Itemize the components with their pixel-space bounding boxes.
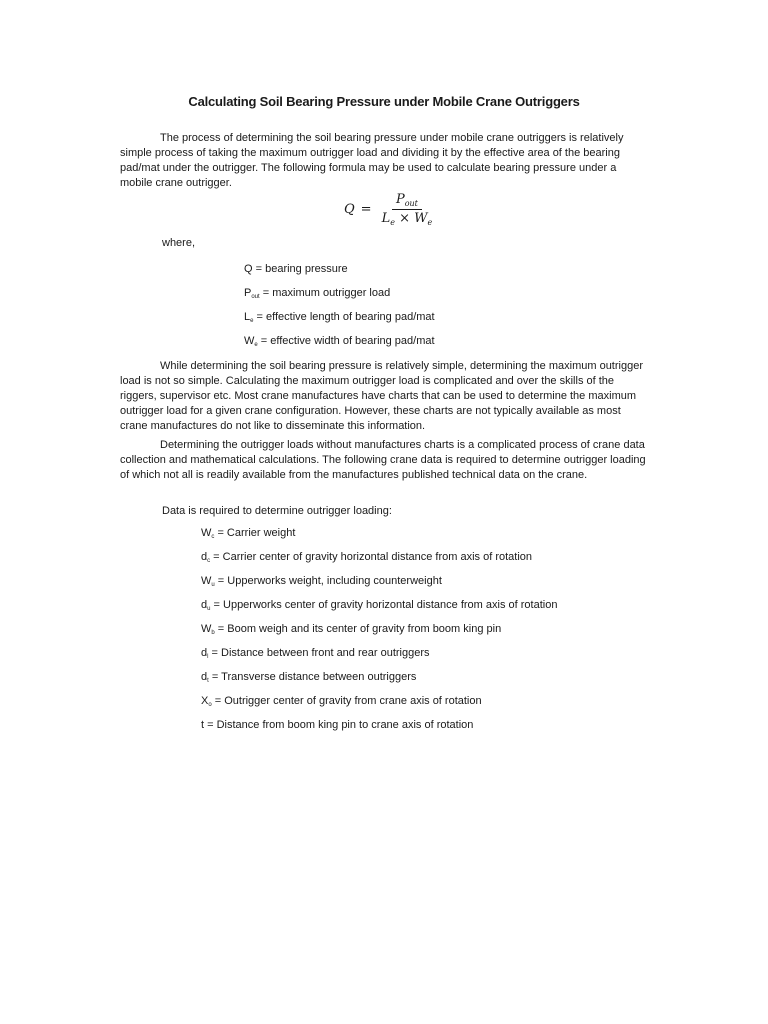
definition-item: $L_e$ = effective length of bearing pad/mat (244, 311, 435, 324)
data-intro: Data is required to determine outrigger loading: (162, 505, 392, 517)
definition-item: $W_e$ = effective width of bearing pad/mat (244, 335, 435, 348)
crane-data-paragraph: Determining the outrigger loads without manufactures charts is a complicated process of crane data collection and mathematical calculations. The following crane data is required to determine outrigger loading of which not all is readily available from the manufactures published technical data on the crane. (120, 439, 646, 481)
variable-item: $d_c$ = Carrier center of gravity horizontal distance from axis of rotation (201, 551, 533, 564)
formula-lhs: Q (344, 202, 355, 217)
document-title: Calculating Soil Bearing Pressure under Mobile Crane Outriggers (188, 94, 580, 109)
definition-item: Q = bearing pressure (244, 263, 348, 275)
formula-denominator: $L_e \times W_e$ (381, 211, 433, 227)
variable-item: $d_u$ = Upperworks center of gravity horizontal distance from axis of rotation (201, 599, 558, 612)
variable-item: $W_u$ = Upperworks weight, including counterweight (201, 575, 442, 588)
outrigger-load-paragraph: While determining the soil bearing pressure is relatively simple, determining the maximum outrigger load is not so simple. Calculating the maximum outrigger load is complicated and over the skills of the riggers, supervisor etc. Most crane manufactures have charts that can be used to determine the maximum outrigger load for a given crane configuration. However, these charts are not typically available as most crane manufactures do not like to disseminate this information. (120, 360, 643, 432)
formula-fraction (378, 192, 437, 227)
bearing-pressure-formula (344, 192, 436, 227)
variable-item: $W_b$ = Boom weigh and its center of gravity from boom king pin (201, 623, 502, 636)
formula-equals: = (360, 202, 372, 217)
intro-paragraph: The process of determining the soil bearing pressure under mobile crane outriggers is relatively simple process of taking the maximum outrigger load and dividing it by the effective area of the bearing pad/mat under the outrigger. The following formula may be used to calculate bearing pressure under a mobile crane outrigger. (120, 132, 624, 189)
variable-item: $d_l$ = Distance between front and rear outriggers (201, 647, 430, 660)
variable-item: t = Distance from boom king pin to crane axis of rotation (201, 719, 474, 731)
definition-item: $P_{out}$ = maximum outrigger load (244, 287, 391, 300)
variable-item: $W_c$ = Carrier weight (201, 527, 296, 540)
formula-numerator: $P_{out}$ (392, 192, 422, 210)
variable-item: $d_t$ = Transverse distance between outriggers (201, 671, 417, 684)
variable-item: $X_o$ = Outrigger center of gravity from crane axis of rotation (201, 695, 482, 708)
where-label: where, (162, 237, 196, 249)
